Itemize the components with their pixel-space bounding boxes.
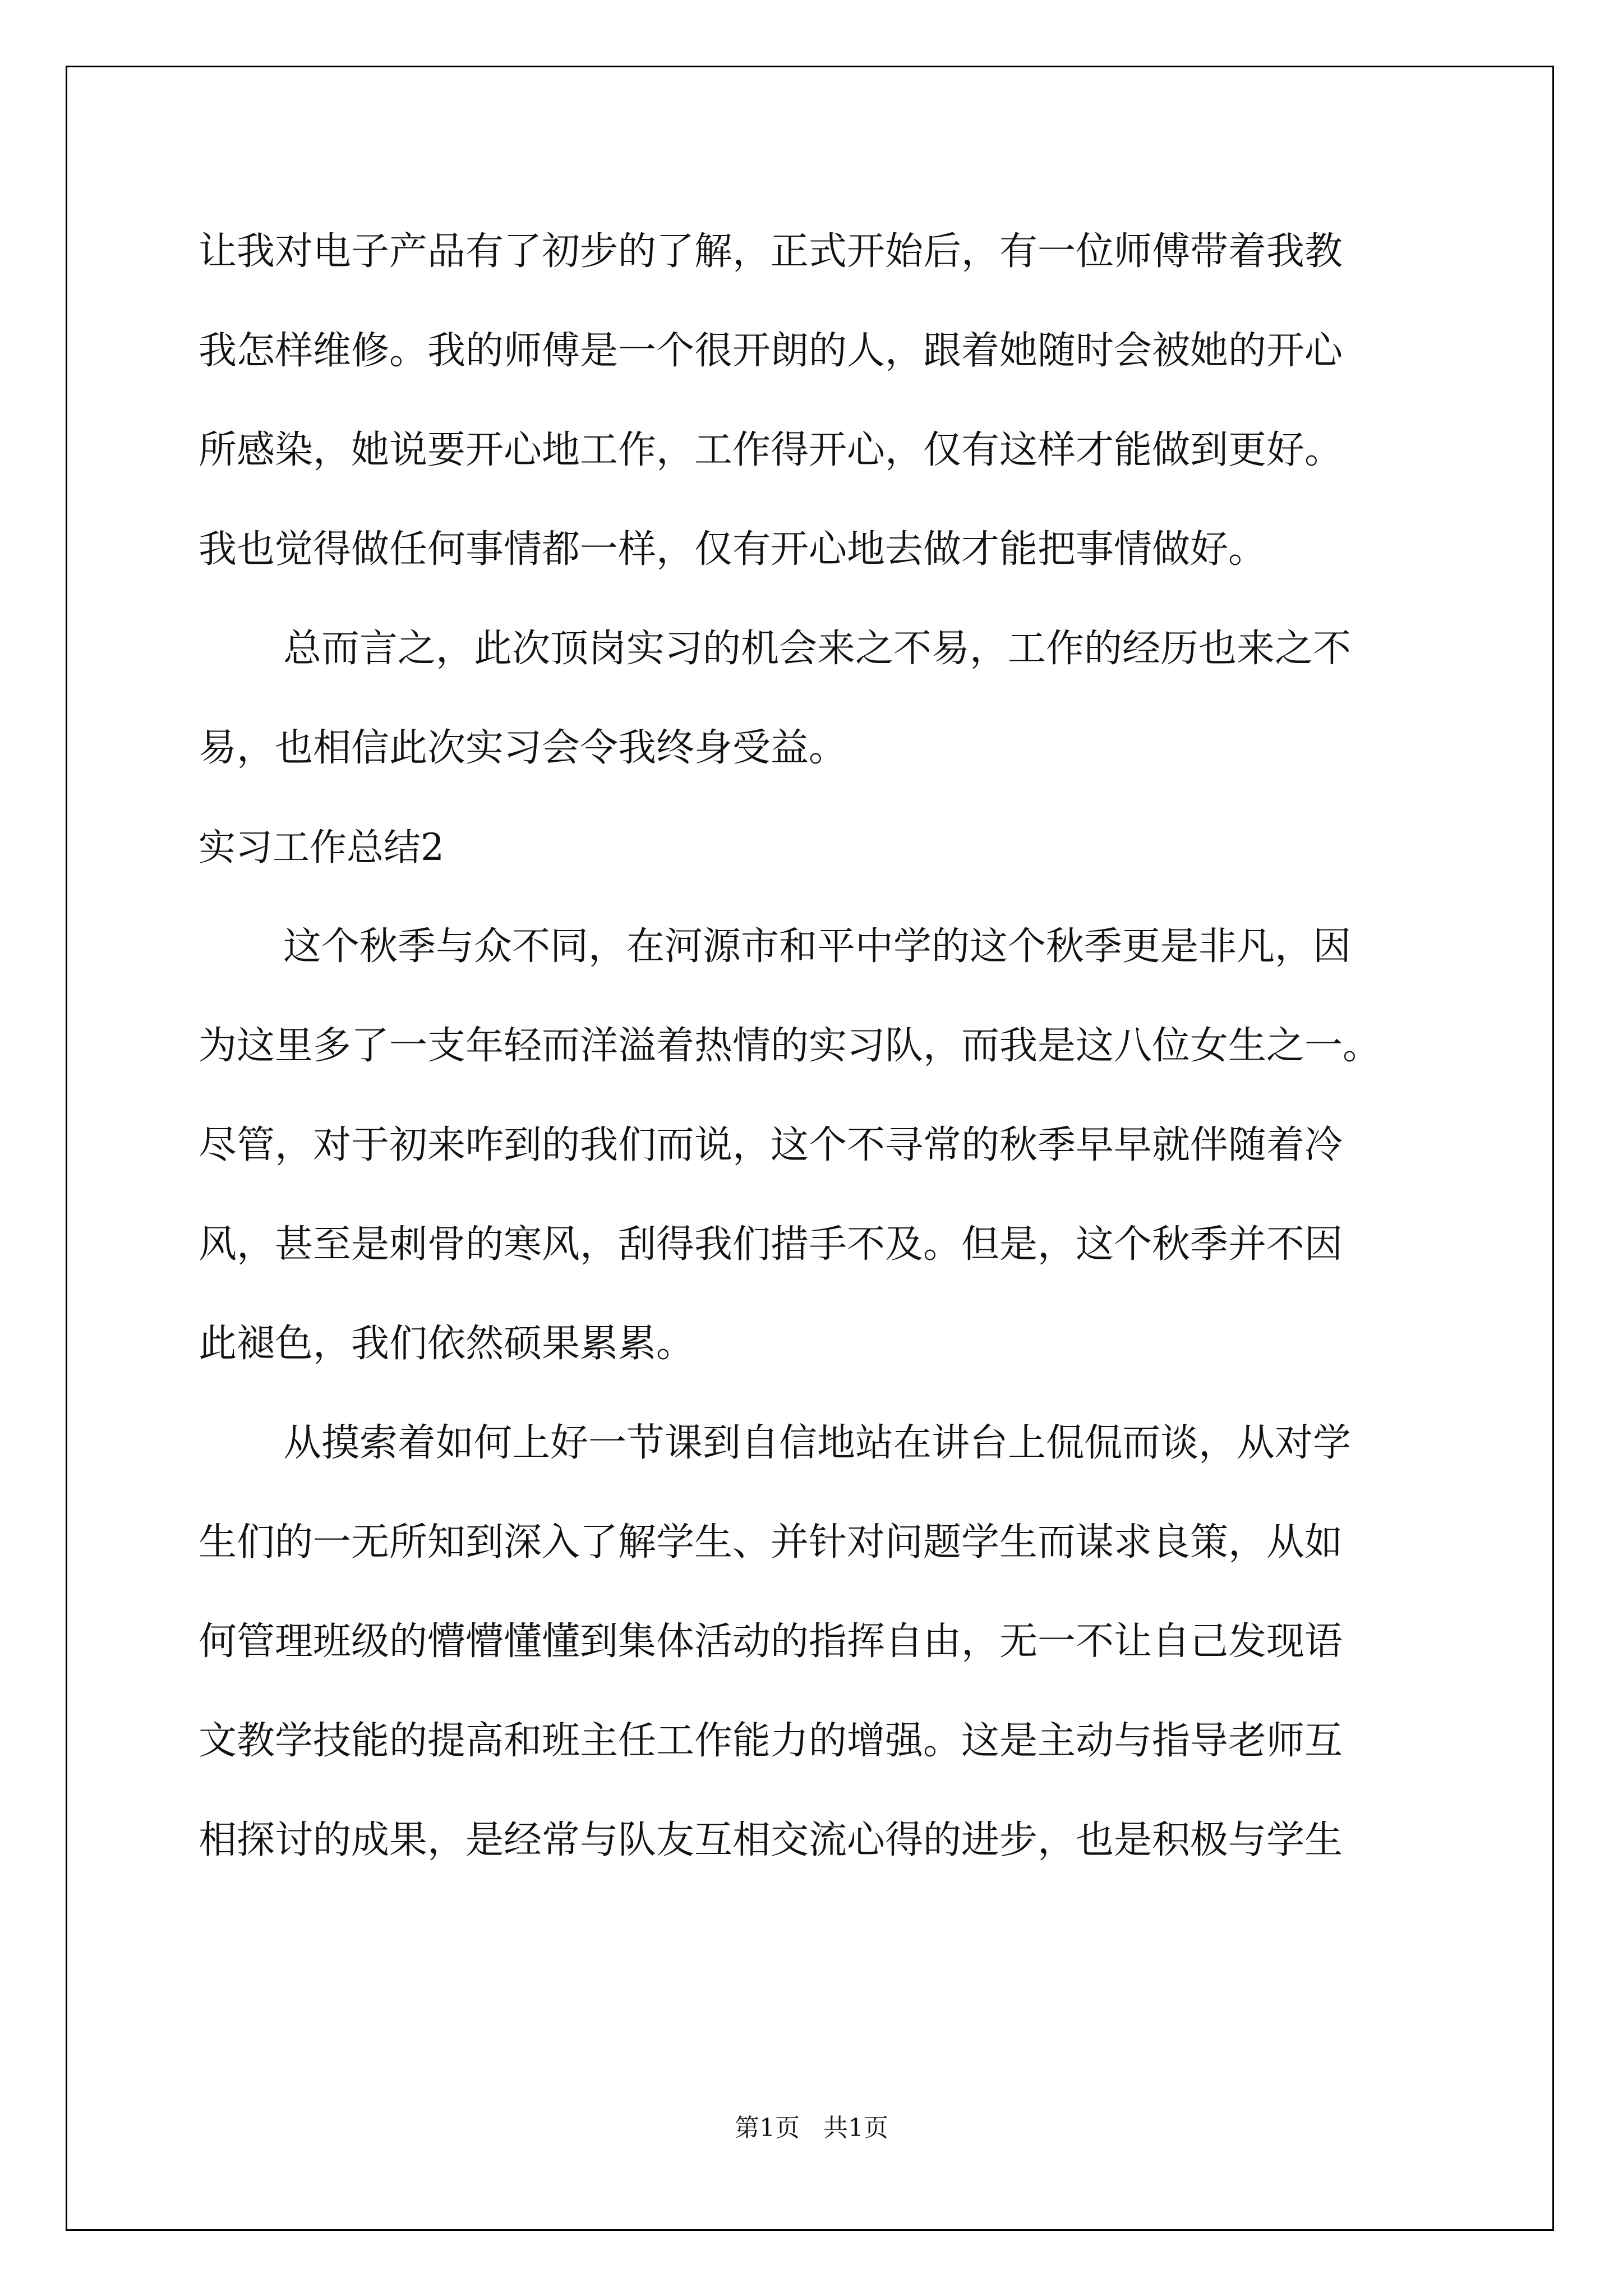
- text-line: 易，也相信此次实习会令我终身受益。: [199, 726, 847, 770]
- text-line: 文教学技能的提高和班主任工作能力的增强。这是主动与指导老师互: [199, 1719, 1343, 1763]
- page-number-footer: 第1页 共1页: [735, 2114, 888, 2142]
- paragraph-first-line: 从摸索着如何上好一节课到自信地站在讲台上侃侃而谈，从对学: [283, 1421, 1352, 1465]
- text-line: 风，甚至是刺骨的寒风，刮得我们措手不及。但是，这个秋季并不因: [199, 1222, 1343, 1267]
- section-heading: 实习工作总结2: [199, 826, 444, 869]
- paragraph-first-line: 这个秋季与众不同，在河源市和平中学的这个秋季更是非凡，因: [283, 924, 1352, 969]
- paragraph-first-line: 总而言之，此次顶岗实习的机会来之不易，工作的经历也来之不: [283, 627, 1352, 671]
- text-line: 我也觉得做任何事情都一样，仅有开心地去做才能把事情做好。: [199, 527, 1267, 572]
- text-line: 相探讨的成果，是经常与队友互相交流心得的进步，也是积极与学生: [199, 1818, 1343, 1862]
- text-line: 为这里多了一支年轻而洋溢着热情的实习队，而我是这八位女生之一。: [199, 1024, 1381, 1068]
- text-line: 何管理班级的懵懵懂懂到集体活动的指挥自由，无一不让自己发现语: [199, 1619, 1343, 1664]
- text-line: 生们的一无所知到深入了解学生、并针对问题学生而谋求良策，从如: [199, 1520, 1343, 1565]
- text-line: 尽管，对于初来咋到的我们而说，这个不寻常的秋季早早就伴随着冷: [199, 1123, 1343, 1167]
- text-line: 让我对电子产品有了初步的了解，正式开始后，有一位师傅带着我教: [199, 229, 1343, 274]
- text-line: 此褪色，我们依然硕果累累。: [199, 1322, 695, 1366]
- text-line: 所感染，她说要开心地工作，工作得开心，仅有这样才能做到更好。: [199, 428, 1343, 472]
- text-line: 我怎样维修。我的师傅是一个很开朗的人，跟着她随时会被她的开心: [199, 329, 1343, 373]
